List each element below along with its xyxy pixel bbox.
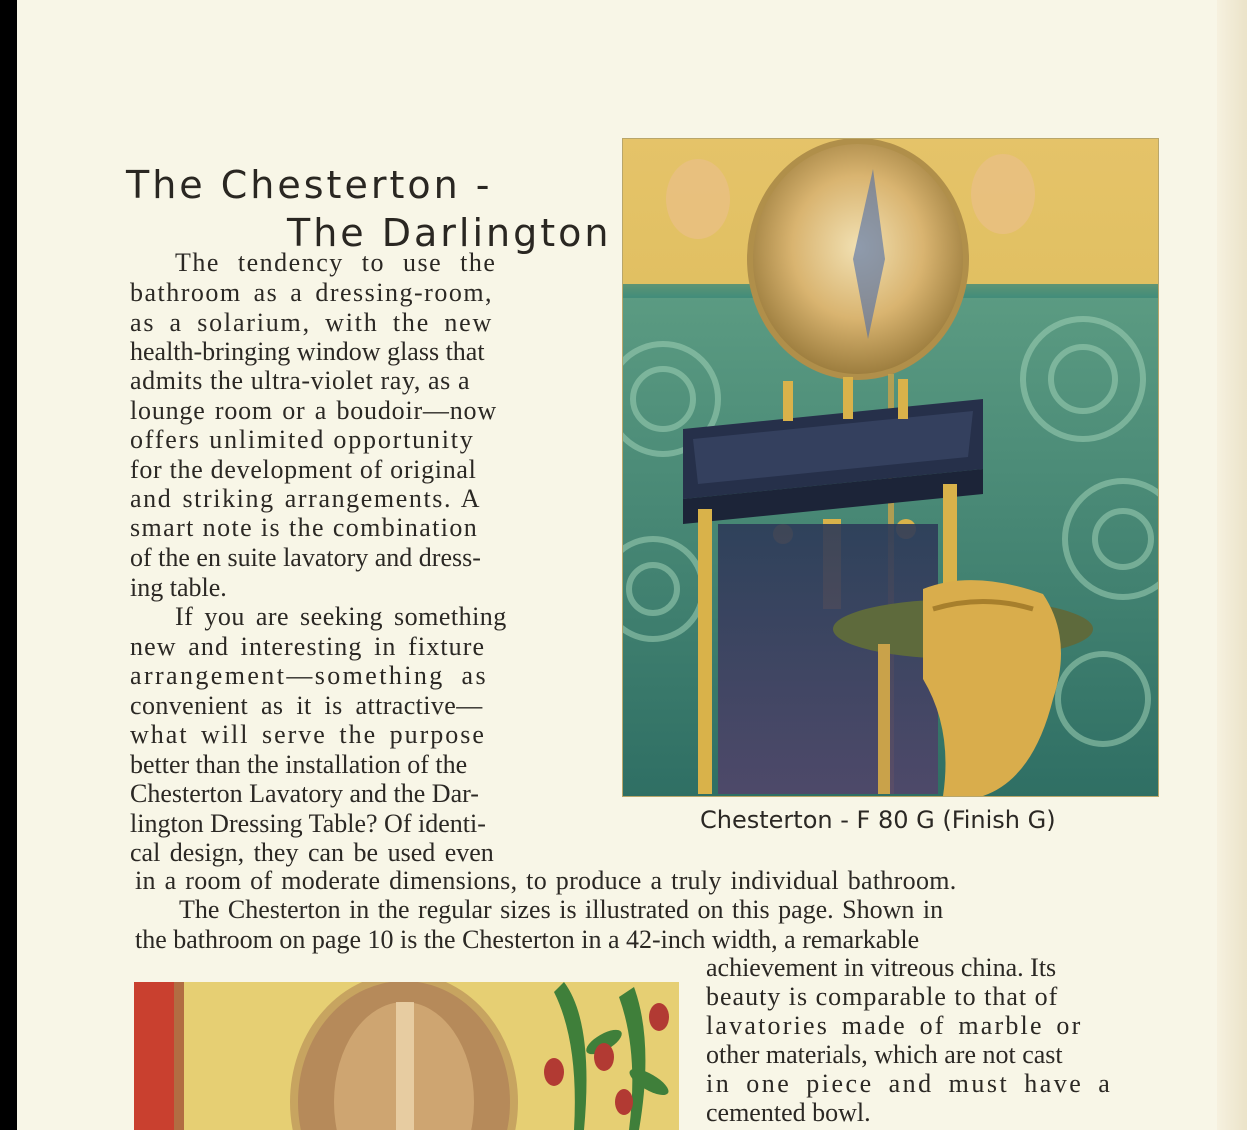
body-line: lington Dressing Table? Of identi- bbox=[130, 809, 486, 838]
body-line: ing table. bbox=[130, 573, 227, 602]
page-title-line-2: The Darlington bbox=[287, 211, 612, 256]
body-line: bathroom as a dressing-room, bbox=[130, 278, 494, 307]
body-line: cemented bowl. bbox=[706, 1098, 871, 1127]
body-line: what will serve the purpose bbox=[130, 720, 486, 749]
body-line: The tendency to use the bbox=[175, 248, 497, 277]
body-line: convenient as it is attractive— bbox=[130, 691, 483, 720]
body-line: admits the ultra-violet ray, as a bbox=[130, 366, 471, 395]
photo-caption: Chesterton - F 80 G (Finish G) bbox=[700, 806, 1056, 834]
illustration-art bbox=[134, 982, 679, 1130]
body-line: in one piece and must have a bbox=[706, 1069, 1113, 1098]
catalog-page bbox=[17, 0, 1247, 1130]
body-line: health-bringing window glass that bbox=[130, 337, 485, 366]
body-line: in a room of moderate dimensions, to produce a truly individual bathroom. bbox=[135, 866, 957, 895]
body-line: cal design, they can be used even bbox=[130, 838, 494, 867]
chesterton-lavatory-illustration bbox=[622, 138, 1159, 797]
body-line: lounge room or a boudoir—now bbox=[130, 396, 497, 425]
body-line: Chesterton Lavatory and the Dar- bbox=[130, 779, 479, 808]
body-line: arrangement—something as bbox=[130, 661, 489, 690]
body-line: the bathroom on page 10 is the Chesterton in a 42-inch width, a remarkable bbox=[135, 925, 920, 954]
body-line: achievement in vitreous china. Its bbox=[706, 953, 1057, 982]
body-line: offers unlimited opportunity bbox=[130, 425, 475, 454]
body-line: beauty is comparable to that of bbox=[706, 982, 1059, 1011]
body-line: The Chesterton in the regular sizes is illustrated on this page. Shown in bbox=[179, 895, 944, 924]
body-line: other materials, which are not cast bbox=[706, 1040, 1063, 1069]
body-line: smart note is the combination bbox=[130, 513, 479, 542]
illustration-art bbox=[623, 139, 1158, 796]
body-line: If you are seeking something bbox=[175, 602, 507, 631]
body-line: of the en suite lavatory and dress- bbox=[130, 543, 481, 572]
body-line: for the development of original bbox=[130, 455, 477, 484]
page-edge-shadow bbox=[1217, 0, 1247, 1130]
body-line: better than the installation of the bbox=[130, 750, 468, 779]
body-line: as a solarium, with the new bbox=[130, 308, 494, 337]
body-line: new and interesting in fixture bbox=[130, 632, 486, 661]
page-title-line-1: The Chesterton - bbox=[126, 163, 493, 208]
body-line: and striking arrangements. A bbox=[130, 484, 482, 513]
darlington-dressing-table-illustration bbox=[134, 982, 679, 1130]
body-line: lavatories made of marble or bbox=[706, 1011, 1083, 1040]
